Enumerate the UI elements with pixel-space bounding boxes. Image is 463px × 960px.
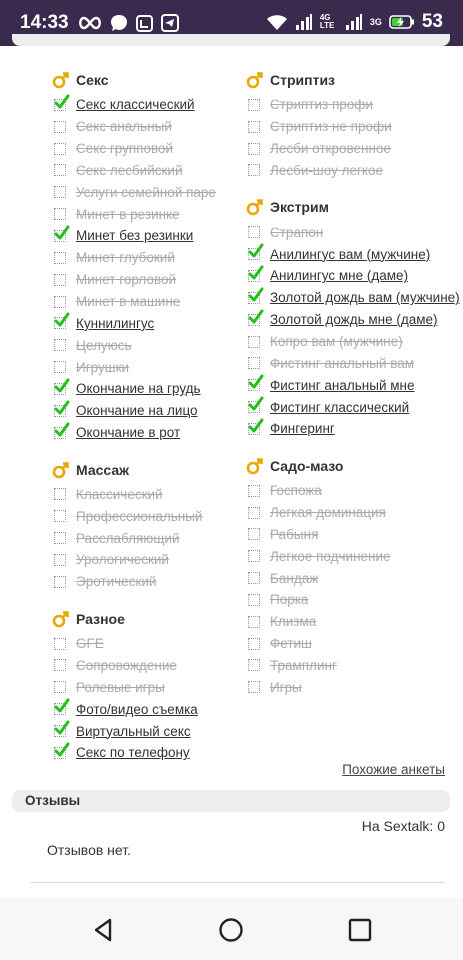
unchecked-checkbox [248, 121, 260, 133]
service-label[interactable]: Золотой дождь мне (даме) [270, 312, 438, 328]
unchecked-checkbox [248, 485, 260, 497]
checkmark-icon [54, 422, 70, 438]
unchecked-checkbox [54, 143, 66, 155]
service-item [52, 633, 252, 655]
service-label: Минет в машине [76, 294, 181, 310]
service-label: Порка [270, 592, 309, 608]
service-label: Фетиш [270, 636, 312, 652]
checkmark-icon [54, 225, 70, 241]
service-label: Бандаж [270, 570, 319, 586]
service-label: Рабыня [270, 526, 319, 542]
group-title: Садо-мазо [270, 457, 344, 474]
checked-checkbox [54, 725, 66, 737]
group-title: Экстрим [270, 199, 329, 216]
group-header [246, 193, 426, 221]
group-header [52, 456, 252, 484]
service-label[interactable]: Куннилингус [76, 315, 155, 331]
sextalk-count: На Sextalk: 0 [361, 818, 445, 834]
no-reviews-text: Отзывов нет. [47, 842, 131, 858]
male-female-icon [52, 461, 70, 479]
service-label: Минет в резинке [76, 206, 180, 222]
service-item [246, 524, 426, 546]
reviews-title: Отзывы [25, 793, 81, 808]
service-item [52, 676, 252, 698]
telegram-icon [161, 14, 179, 32]
service-item [52, 138, 252, 160]
checkmark-icon [248, 396, 264, 412]
unchecked-checkbox [248, 616, 260, 628]
chat-bubble-icon [110, 14, 128, 32]
group-title: Секс [76, 72, 109, 88]
service-group [246, 193, 460, 439]
status-indicators [266, 11, 443, 33]
service-label: Секс анальный [76, 119, 172, 135]
service-label: Минет глубокий [76, 250, 175, 266]
home-icon[interactable] [217, 916, 245, 944]
service-item [246, 655, 426, 677]
service-label: Ролевые игры [76, 679, 165, 695]
checked-checkbox [54, 427, 66, 439]
service-item [52, 378, 252, 400]
unchecked-checkbox [248, 226, 260, 238]
service-label[interactable]: Фистинг анальный мне [270, 377, 415, 393]
service-item [52, 655, 252, 677]
service-item [52, 160, 252, 182]
service-item [246, 589, 426, 611]
service-item [246, 221, 426, 243]
service-item [246, 396, 426, 418]
male-female-icon [246, 71, 264, 89]
service-label: Урологический [76, 552, 169, 568]
service-item [52, 225, 252, 247]
service-item [246, 116, 426, 138]
checked-checkbox [248, 248, 260, 260]
unchecked-checkbox [54, 339, 66, 351]
service-item [246, 567, 426, 589]
signal-icon-2 [345, 13, 363, 31]
service-label[interactable]: Анилингус вам (мужчине) [270, 246, 431, 262]
service-item [246, 502, 426, 524]
checkmark-icon [54, 742, 70, 758]
service-item [52, 505, 252, 527]
unchecked-checkbox [54, 186, 66, 198]
unchecked-checkbox [54, 274, 66, 286]
male-female-icon [246, 457, 264, 475]
service-label: Стриптиз профи [270, 97, 373, 113]
service-label[interactable]: Окончание в рот [76, 425, 181, 441]
services-section-header [12, 34, 450, 46]
service-label: Лесби-шоу легкое [270, 162, 383, 178]
service-label: Легкая доминация [270, 505, 386, 521]
unchecked-checkbox [248, 528, 260, 540]
back-icon[interactable] [90, 916, 118, 944]
service-item [246, 309, 438, 331]
unchecked-checkbox [248, 594, 260, 606]
service-label: Легкое подчинение [270, 548, 391, 564]
checked-checkbox [54, 703, 66, 715]
service-item [246, 138, 426, 160]
service-item [52, 181, 252, 203]
service-item [246, 418, 426, 440]
group-title: Стриптиз [270, 72, 336, 88]
service-item [246, 480, 426, 502]
group-header [52, 66, 252, 94]
service-item [52, 571, 252, 593]
service-label: Фистинг анальный вам [270, 355, 415, 371]
service-label[interactable]: Фингеринг [270, 421, 335, 437]
unchecked-checkbox [54, 681, 66, 693]
unchecked-checkbox [248, 659, 260, 671]
unchecked-checkbox [248, 143, 260, 155]
service-item [246, 611, 426, 633]
network-type-label: 4G LTE [319, 13, 335, 30]
service-item [52, 720, 252, 742]
unchecked-checkbox [54, 121, 66, 133]
service-label: Профессиональный [76, 508, 203, 524]
checkmark-icon [54, 698, 70, 714]
service-label: Эротический [76, 574, 157, 590]
service-label: Стриптиз не профи [270, 119, 392, 135]
service-label: Госпожа [270, 483, 322, 499]
android-nav-bar [0, 898, 463, 960]
service-item [246, 160, 426, 182]
service-item [52, 356, 252, 378]
services-right-column [246, 66, 460, 710]
checked-checkbox [54, 405, 66, 417]
unchecked-checkbox [248, 164, 260, 176]
checked-checkbox [248, 314, 260, 326]
checkmark-icon [248, 374, 264, 390]
reviews-header [12, 790, 450, 812]
infinity-icon [78, 15, 102, 31]
unchecked-checkbox [54, 296, 66, 308]
checked-checkbox [54, 747, 66, 759]
service-label: Лесби откровенное [270, 141, 391, 157]
notification-icons [78, 14, 179, 32]
service-label: Игрушки [76, 359, 130, 375]
male-female-icon [52, 71, 70, 89]
unchecked-checkbox [54, 488, 66, 500]
service-label: GFE [76, 636, 104, 652]
unchecked-checkbox [54, 638, 66, 650]
service-item [52, 742, 252, 764]
service-label[interactable]: Анилингус мне (даме) [270, 268, 409, 284]
unchecked-checkbox [54, 554, 66, 566]
service-item [52, 94, 252, 116]
service-label[interactable]: Фистинг классический [270, 399, 410, 415]
app-badge-icon [136, 15, 153, 32]
service-label[interactable]: Секс по телефону [76, 745, 190, 761]
service-item [52, 247, 252, 269]
checked-checkbox [54, 230, 66, 242]
checked-checkbox [248, 423, 260, 435]
service-item [52, 549, 252, 571]
checked-checkbox [54, 317, 66, 329]
divider [30, 882, 445, 883]
service-item [246, 243, 431, 265]
service-label: Секс групповой [76, 141, 174, 157]
group-header [246, 66, 426, 94]
checkmark-icon [248, 287, 264, 303]
unchecked-checkbox [54, 361, 66, 373]
unchecked-checkbox [248, 507, 260, 519]
unchecked-checkbox [54, 208, 66, 220]
unchecked-checkbox [54, 510, 66, 522]
battery-charging-icon [389, 15, 415, 29]
unchecked-checkbox [248, 550, 260, 562]
checked-checkbox [248, 270, 260, 282]
service-label[interactable]: Золотой дождь вам (мужчине) [270, 290, 460, 306]
wifi-icon [266, 13, 288, 31]
checked-checkbox [54, 99, 66, 111]
unchecked-checkbox [54, 576, 66, 588]
service-group [246, 452, 426, 698]
service-label: Трамплинг [270, 657, 337, 673]
group-header [52, 605, 252, 633]
service-label: Минет горловой [76, 272, 177, 288]
unchecked-checkbox [54, 532, 66, 544]
service-label: Расслабляющий [76, 530, 180, 546]
unchecked-checkbox [54, 164, 66, 176]
service-label[interactable]: Окончание на грудь [76, 381, 201, 397]
service-group [246, 66, 426, 181]
service-item [52, 291, 252, 313]
service-item [246, 676, 426, 698]
service-item [52, 698, 252, 720]
status-time: 14:33 [20, 12, 69, 33]
network-type-label-2: 3G [369, 17, 382, 27]
service-group [52, 605, 252, 764]
service-label: Секс лесбийский [76, 162, 183, 178]
checkmark-icon [54, 378, 70, 394]
service-item [246, 374, 426, 396]
service-item [52, 312, 252, 334]
service-item [52, 422, 252, 444]
service-item [52, 203, 252, 225]
service-label: Классический [76, 486, 163, 502]
group-header [246, 452, 426, 480]
group-title: Разное [76, 610, 125, 627]
service-label[interactable]: Минет без резинки [76, 228, 194, 244]
service-item [246, 265, 426, 287]
battery-percent: 53 [421, 11, 443, 32]
service-item [52, 527, 252, 549]
service-item [52, 334, 252, 356]
service-item [246, 352, 426, 374]
service-label: Игры [270, 679, 302, 695]
service-label[interactable]: Секс классический [76, 97, 195, 113]
group-title: Массаж [76, 461, 130, 478]
service-label: Клизма [270, 614, 317, 630]
service-item [52, 269, 252, 291]
service-label: Сопровождение [76, 657, 177, 673]
checked-checkbox [248, 292, 260, 304]
checked-checkbox [248, 401, 260, 413]
service-item [52, 116, 252, 138]
checkmark-icon [54, 312, 70, 328]
services-left-column [52, 66, 252, 776]
service-label: Целуюсь [76, 337, 132, 353]
service-group [52, 66, 252, 444]
service-item [246, 287, 460, 309]
unchecked-checkbox [54, 659, 66, 671]
checkmark-icon [248, 243, 264, 259]
male-female-icon [246, 198, 264, 216]
male-female-icon [52, 610, 70, 628]
checkmark-icon [54, 400, 70, 416]
service-label[interactable]: Виртуальный секс [76, 723, 191, 739]
unchecked-checkbox [248, 99, 260, 111]
unchecked-checkbox [248, 638, 260, 650]
signal-icon [295, 13, 313, 31]
recents-icon[interactable] [346, 916, 374, 944]
service-item [246, 633, 426, 655]
unchecked-checkbox [248, 572, 260, 584]
checked-checkbox [54, 383, 66, 395]
service-item [52, 484, 252, 506]
checked-checkbox [248, 379, 260, 391]
similar-profiles-link[interactable]: Похожие анкеты [342, 762, 445, 777]
service-label: Услуги семейной паре [76, 184, 216, 200]
service-label[interactable]: Окончание на лицо [76, 403, 198, 419]
service-label[interactable]: Фото/видео съемка [76, 701, 198, 717]
service-item [246, 545, 426, 567]
checkmark-icon [248, 265, 264, 281]
service-item [246, 94, 426, 116]
unchecked-checkbox [248, 357, 260, 369]
unchecked-checkbox [248, 336, 260, 348]
checkmark-icon [248, 309, 264, 325]
service-item [52, 400, 252, 422]
checkmark-icon [54, 720, 70, 736]
service-label: Страпон [270, 224, 324, 240]
service-label: Копро вам (мужчине) [270, 334, 403, 350]
service-item [246, 331, 426, 353]
checkmark-icon [248, 418, 264, 434]
unchecked-checkbox [54, 252, 66, 264]
checkmark-icon [54, 94, 70, 110]
service-group [52, 456, 252, 593]
unchecked-checkbox [248, 681, 260, 693]
